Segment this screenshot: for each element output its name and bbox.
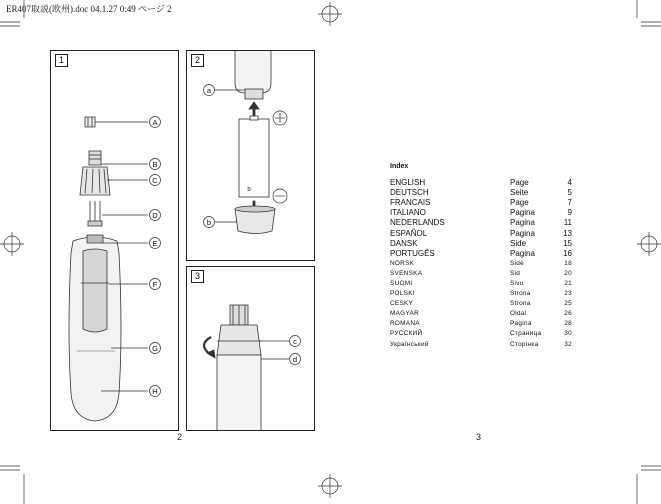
panel-number-2: 2: [191, 54, 204, 67]
index-row: [390, 218, 572, 228]
index-page-number: 18: [564, 259, 572, 267]
index-row: [390, 299, 572, 309]
index-page-number: 13: [563, 228, 572, 238]
index-language: FRANCAIS: [390, 198, 431, 208]
index-page-word: Сторінка: [510, 340, 539, 348]
index-row: [390, 198, 572, 208]
left-page-number: 2: [177, 432, 183, 442]
index-language: DANSK: [390, 238, 418, 248]
index-page-number: 5: [567, 188, 572, 198]
index-page-number: 16: [563, 248, 572, 258]
document-header: ER407取説(欧州).doc 04.1.27 0:49 ページ 2: [6, 4, 172, 14]
language-index: [390, 163, 572, 350]
index-language: ENGLISH: [390, 178, 426, 188]
callout-C: C: [152, 176, 158, 185]
index-page-word: Страница: [510, 330, 542, 338]
index-language: РУССКИЙ: [390, 330, 423, 338]
index-page-word: Pagina: [510, 248, 535, 258]
callout-b: b: [206, 218, 212, 227]
trimmer-exploded-illustration: [51, 51, 178, 430]
index-page-word: Pagina: [510, 208, 535, 218]
registration-mark-left: [0, 232, 24, 256]
index-page-word: Pagina: [510, 218, 535, 228]
index-page-number: 20: [564, 269, 572, 277]
callout-A: A: [152, 118, 158, 127]
index-page-number: 4: [567, 178, 572, 188]
index-page-word: Pagina: [510, 228, 535, 238]
figure-panel-3: [186, 266, 315, 431]
index-row: [390, 178, 572, 188]
index-row: [390, 239, 572, 249]
right-page-number: 3: [476, 432, 482, 442]
index-row: [390, 319, 572, 329]
index-page-word: Oldal: [510, 310, 527, 318]
index-page-word: Page: [510, 178, 529, 188]
index-page-number: 21: [564, 279, 572, 287]
index-page-word: Sid: [510, 269, 521, 277]
battery-label: b: [247, 187, 251, 193]
battery-insertion-illustration: [187, 51, 314, 260]
index-page-number: 32: [564, 340, 572, 348]
index-page-number: 25: [564, 300, 572, 308]
index-page-word: Strona: [510, 300, 531, 308]
registration-mark-bottom: [318, 474, 342, 498]
callout-D: D: [152, 211, 158, 220]
head-rotation-illustration: [187, 267, 314, 430]
index-language: SUOMI: [390, 279, 413, 287]
index-row: [390, 289, 572, 299]
index-language: ITALIANO: [390, 208, 426, 218]
index-row: [390, 269, 572, 279]
index-row: [390, 329, 572, 339]
panel-number-3: 3: [191, 270, 204, 283]
index-language: Українcький: [390, 340, 429, 348]
index-language: NORSK: [390, 259, 415, 267]
index-page-word: Sivu: [510, 279, 524, 287]
panel-number-1: 1: [55, 54, 68, 67]
index-page-number: 23: [564, 290, 572, 298]
index-page-number: 11: [563, 218, 572, 228]
index-row: [390, 340, 572, 350]
index-row: [390, 259, 572, 269]
index-page-number: 15: [563, 238, 572, 248]
index-row: [390, 208, 572, 218]
callout-H: H: [152, 387, 158, 396]
index-row: [390, 228, 572, 238]
figure-panel-2: [186, 50, 315, 261]
index-language: POLSKI: [390, 290, 415, 298]
index-row: [390, 279, 572, 289]
figure-panel-1: [50, 50, 179, 431]
index-page-word: Seite: [510, 188, 529, 198]
index-page-number: 9: [567, 208, 572, 218]
registration-mark-top: [318, 2, 342, 26]
index-row: [390, 188, 572, 198]
index-row: [390, 309, 572, 319]
callout-d: d: [292, 355, 298, 364]
callout-c: c: [293, 337, 297, 346]
index-language: NEDERLANDS: [390, 218, 445, 228]
callout-a: a: [206, 86, 212, 95]
index-page-number: 30: [564, 330, 572, 338]
callout-B: B: [152, 160, 158, 169]
index-language: MAGYAR: [390, 310, 420, 318]
index-page-word: Pagina: [510, 320, 532, 328]
index-page-number: 26: [564, 310, 572, 318]
index-list: [390, 178, 572, 350]
callout-F: F: [152, 280, 158, 289]
index-title: Index: [390, 163, 409, 170]
index-language: SVENSKA: [390, 269, 423, 277]
callout-G: G: [152, 344, 158, 353]
index-language: CESKY: [390, 300, 414, 308]
index-page-word: Side: [510, 259, 524, 267]
callout-E: E: [152, 239, 158, 248]
registration-mark-right: [637, 232, 661, 256]
index-language: PORTUGÊS: [390, 248, 435, 258]
index-page-word: Strona: [510, 290, 531, 298]
index-page-word: Page: [510, 198, 529, 208]
index-page-number: 7: [567, 198, 572, 208]
index-page-word: Side: [510, 238, 527, 248]
index-page-number: 28: [564, 320, 572, 328]
index-row: [390, 249, 572, 259]
index-language: ESPAÑOL: [390, 228, 428, 238]
index-language: ROMANA: [390, 320, 420, 328]
index-language: DEUTSCH: [390, 188, 429, 198]
